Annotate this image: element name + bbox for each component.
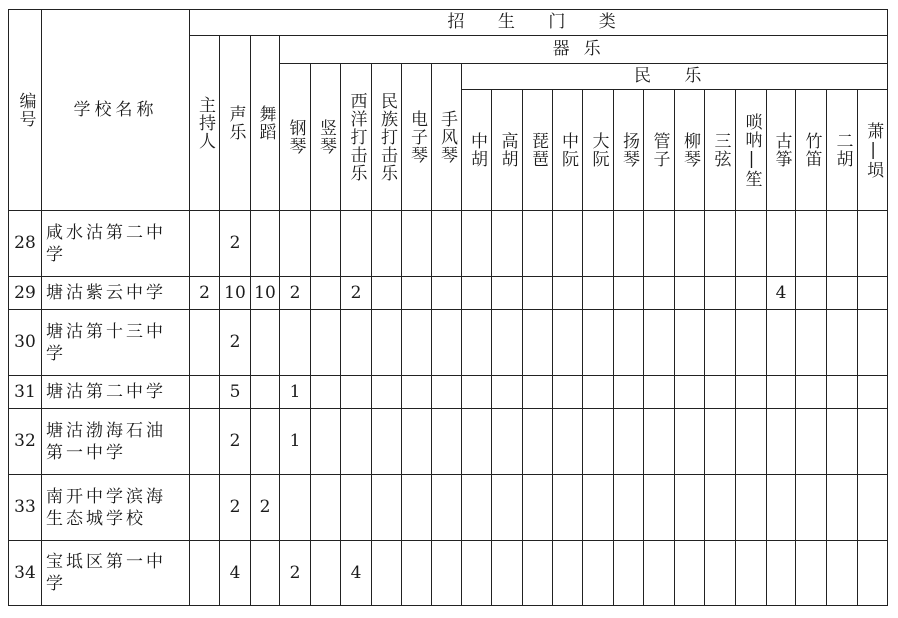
row-id: 29	[9, 277, 42, 310]
col-header-2	[251, 36, 280, 211]
col-header-9	[462, 90, 492, 211]
count-cell	[462, 376, 492, 409]
count-cell	[614, 211, 644, 277]
count-cell	[705, 211, 736, 277]
col-header-18	[736, 90, 767, 211]
count-cell	[492, 409, 523, 475]
count-cell	[553, 475, 583, 541]
school-name: 南开中学滨海生态城学校	[42, 475, 190, 541]
col-header-label-4: 竖琴	[316, 119, 336, 155]
count-cell	[372, 475, 402, 541]
count-cell	[858, 277, 888, 310]
count-cell	[462, 409, 492, 475]
table-row	[9, 475, 888, 541]
count-cell	[796, 475, 827, 541]
count-cell	[583, 475, 614, 541]
col-header-1	[220, 36, 251, 211]
count-cell	[432, 211, 462, 277]
count-cell	[372, 409, 402, 475]
count-cell	[858, 541, 888, 606]
count-cell	[523, 541, 553, 606]
count-cell	[553, 277, 583, 310]
count-cell	[280, 475, 311, 541]
col-header-label-8: 手风琴	[437, 110, 457, 164]
count-cell	[372, 376, 402, 409]
count-cell	[736, 475, 767, 541]
count-cell	[311, 211, 341, 277]
col-header-10	[492, 90, 523, 211]
col-header-15	[644, 90, 675, 211]
count-cell: 1	[280, 409, 311, 475]
count-cell	[251, 409, 280, 475]
count-cell	[705, 541, 736, 606]
count-cell	[251, 376, 280, 409]
col-header-label-21: 二胡	[832, 132, 853, 168]
count-cell	[190, 376, 220, 409]
count-cell	[583, 376, 614, 409]
count-cell	[858, 475, 888, 541]
count-cell	[858, 409, 888, 475]
count-cell	[462, 541, 492, 606]
col-header-label-7: 电子琴	[407, 110, 427, 164]
col-header-label-18: 唢呐|笙	[741, 112, 762, 188]
count-cell	[311, 277, 341, 310]
count-cell	[705, 475, 736, 541]
col-header-13	[583, 90, 614, 211]
count-cell	[767, 541, 796, 606]
count-cell: 10	[251, 277, 280, 310]
count-cell	[341, 310, 372, 376]
count-cell: 10	[220, 277, 251, 310]
count-cell	[402, 277, 432, 310]
table-row	[9, 376, 888, 409]
folk-music-header: 民 乐	[462, 64, 888, 90]
col-header-14	[614, 90, 644, 211]
count-cell	[583, 211, 614, 277]
count-cell	[796, 211, 827, 277]
count-cell	[583, 409, 614, 475]
count-cell	[492, 310, 523, 376]
count-cell	[523, 475, 553, 541]
count-cell	[614, 277, 644, 310]
count-cell	[523, 409, 553, 475]
count-cell	[583, 277, 614, 310]
count-cell: 2	[280, 541, 311, 606]
count-cell	[341, 376, 372, 409]
count-cell	[767, 310, 796, 376]
count-cell	[372, 277, 402, 310]
count-cell	[553, 409, 583, 475]
count-cell	[462, 310, 492, 376]
col-header-8	[432, 64, 462, 211]
count-cell	[827, 277, 858, 310]
count-cell	[341, 409, 372, 475]
count-cell: 2	[220, 211, 251, 277]
col-header-label-15: 管子	[649, 132, 670, 168]
count-cell	[462, 475, 492, 541]
count-cell	[614, 475, 644, 541]
col-header-16	[675, 90, 705, 211]
row-id: 28	[9, 211, 42, 277]
col-header-12	[553, 90, 583, 211]
enrollment-table-container	[8, 9, 888, 606]
count-cell	[553, 211, 583, 277]
col-header-label-0: 主持人	[195, 96, 215, 150]
count-cell	[553, 310, 583, 376]
count-cell	[858, 376, 888, 409]
col-header-label-9: 中胡	[467, 132, 487, 168]
count-cell	[341, 475, 372, 541]
table-row	[9, 409, 888, 475]
count-cell	[432, 475, 462, 541]
count-cell	[251, 310, 280, 376]
count-cell	[402, 376, 432, 409]
count-cell	[492, 376, 523, 409]
count-cell	[827, 409, 858, 475]
col-header-label-1: 声乐	[225, 105, 246, 141]
count-cell	[827, 211, 858, 277]
count-cell	[432, 376, 462, 409]
count-cell	[796, 409, 827, 475]
col-header-3	[280, 64, 311, 211]
count-cell	[614, 541, 644, 606]
col-header-label-14: 扬琴	[619, 132, 639, 168]
count-cell	[796, 376, 827, 409]
count-cell	[251, 541, 280, 606]
count-cell	[767, 211, 796, 277]
count-cell	[372, 211, 402, 277]
count-cell	[767, 409, 796, 475]
count-cell	[583, 541, 614, 606]
table-row	[9, 277, 888, 310]
count-cell: 4	[341, 541, 372, 606]
count-cell	[736, 376, 767, 409]
count-cell	[523, 277, 553, 310]
col-header-label-6: 民族打击乐	[377, 92, 397, 182]
count-cell	[402, 310, 432, 376]
col-header-label-5: 西洋打击乐	[346, 92, 367, 182]
count-cell	[523, 211, 553, 277]
count-cell	[827, 541, 858, 606]
count-cell: 4	[767, 277, 796, 310]
count-cell	[492, 211, 523, 277]
col-header-7	[402, 64, 432, 211]
col-header-17	[705, 90, 736, 211]
count-cell	[462, 277, 492, 310]
col-header-label-13: 大阮	[588, 132, 609, 168]
count-cell	[644, 310, 675, 376]
count-cell	[675, 475, 705, 541]
count-cell	[675, 409, 705, 475]
count-cell	[190, 409, 220, 475]
col-header-label-19: 古筝	[771, 132, 792, 168]
count-cell: 4	[220, 541, 251, 606]
school-name: 咸水沽第二中学	[42, 211, 190, 277]
count-cell	[372, 541, 402, 606]
col-header-label-22: 萧|埙	[863, 121, 884, 179]
enrollment-table	[8, 9, 888, 606]
count-cell	[675, 211, 705, 277]
count-cell: 2	[251, 475, 280, 541]
count-cell	[190, 475, 220, 541]
count-cell: 2	[220, 409, 251, 475]
col-header-label-16: 柳琴	[680, 132, 700, 168]
enroll-category-header: 招 生 门 类	[190, 10, 888, 36]
count-cell	[644, 409, 675, 475]
count-cell	[462, 211, 492, 277]
count-cell	[492, 475, 523, 541]
table-row	[9, 310, 888, 376]
count-cell	[644, 541, 675, 606]
count-cell	[796, 541, 827, 606]
school-name: 塘沽渤海石油第一中学	[42, 409, 190, 475]
school-name: 塘沽紫云中学	[42, 277, 190, 310]
count-cell	[523, 376, 553, 409]
count-cell	[767, 376, 796, 409]
count-cell	[644, 475, 675, 541]
count-cell	[311, 409, 341, 475]
count-cell	[858, 211, 888, 277]
count-cell	[705, 310, 736, 376]
count-cell	[311, 310, 341, 376]
count-cell	[827, 376, 858, 409]
count-cell	[311, 541, 341, 606]
count-cell	[644, 376, 675, 409]
count-cell	[796, 277, 827, 310]
count-cell	[402, 475, 432, 541]
count-cell: 2	[341, 277, 372, 310]
count-cell	[190, 310, 220, 376]
count-cell	[492, 277, 523, 310]
count-cell	[311, 376, 341, 409]
count-cell	[705, 409, 736, 475]
count-cell	[432, 277, 462, 310]
count-cell	[796, 310, 827, 376]
school-name: 塘沽第十三中学	[42, 310, 190, 376]
count-cell	[583, 310, 614, 376]
count-cell	[280, 310, 311, 376]
count-cell: 2	[220, 310, 251, 376]
col-header-label-10: 高胡	[497, 132, 518, 168]
count-cell	[675, 310, 705, 376]
count-cell	[736, 409, 767, 475]
count-cell	[553, 376, 583, 409]
id-column-header: 编号	[9, 10, 42, 211]
col-header-5	[341, 64, 372, 211]
col-header-11	[523, 90, 553, 211]
count-cell	[675, 376, 705, 409]
col-header-label-17: 三弦	[710, 132, 731, 168]
count-cell	[402, 409, 432, 475]
count-cell	[523, 310, 553, 376]
col-header-22	[858, 90, 888, 211]
col-header-0	[190, 36, 220, 211]
row-id: 34	[9, 541, 42, 606]
instrumental-header: 器乐	[280, 36, 888, 64]
count-cell: 2	[190, 277, 220, 310]
count-cell: 1	[280, 376, 311, 409]
col-header-label-2: 舞蹈	[255, 105, 276, 141]
row-id: 33	[9, 475, 42, 541]
row-id: 30	[9, 310, 42, 376]
count-cell	[858, 310, 888, 376]
count-cell	[432, 310, 462, 376]
count-cell	[736, 310, 767, 376]
count-cell	[705, 277, 736, 310]
col-header-6	[372, 64, 402, 211]
count-cell	[644, 211, 675, 277]
count-cell	[767, 475, 796, 541]
school-name: 塘沽第二中学	[42, 376, 190, 409]
count-cell	[705, 376, 736, 409]
count-cell	[614, 310, 644, 376]
count-cell	[280, 211, 311, 277]
count-cell	[827, 475, 858, 541]
col-header-4	[311, 64, 341, 211]
count-cell	[402, 541, 432, 606]
count-cell	[190, 211, 220, 277]
table-row	[9, 541, 888, 606]
col-header-20	[796, 90, 827, 211]
count-cell	[432, 541, 462, 606]
count-cell	[675, 277, 705, 310]
count-cell: 2	[220, 475, 251, 541]
count-cell	[644, 277, 675, 310]
count-cell	[251, 211, 280, 277]
col-header-label-12: 中阮	[558, 132, 578, 168]
table-body	[9, 211, 888, 606]
col-header-21	[827, 90, 858, 211]
col-header-label-3: 钢琴	[285, 119, 306, 155]
col-header-label-11: 琵琶	[528, 132, 548, 168]
count-cell	[190, 541, 220, 606]
col-header-label-20: 竹笛	[801, 132, 822, 168]
count-cell	[553, 541, 583, 606]
count-cell	[372, 310, 402, 376]
table-row	[9, 211, 888, 277]
count-cell	[736, 277, 767, 310]
count-cell	[492, 541, 523, 606]
count-cell	[311, 475, 341, 541]
count-cell	[341, 211, 372, 277]
count-cell: 2	[280, 277, 311, 310]
col-header-19	[767, 90, 796, 211]
count-cell	[675, 541, 705, 606]
count-cell: 5	[220, 376, 251, 409]
school-name-column-header: 学校名称	[42, 10, 190, 211]
count-cell	[736, 211, 767, 277]
school-name: 宝坻区第一中学	[42, 541, 190, 606]
row-id: 31	[9, 376, 42, 409]
count-cell	[736, 541, 767, 606]
count-cell	[827, 310, 858, 376]
count-cell	[432, 409, 462, 475]
count-cell	[402, 211, 432, 277]
count-cell	[614, 376, 644, 409]
count-cell	[614, 409, 644, 475]
row-id: 32	[9, 409, 42, 475]
